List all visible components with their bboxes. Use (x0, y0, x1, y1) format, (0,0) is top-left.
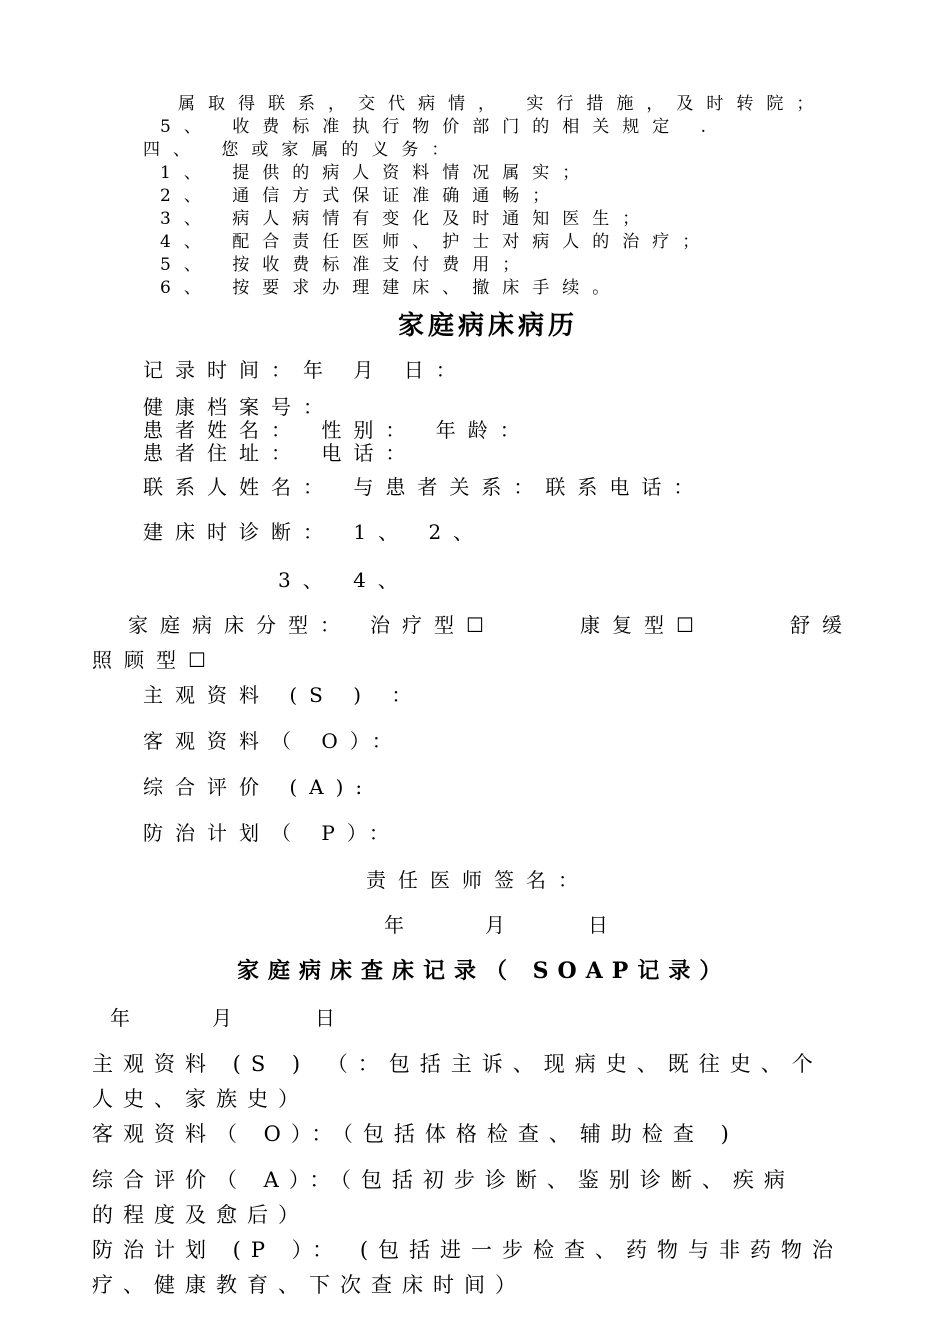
soap-subjective-line-2: 人史、家族史） (92, 1087, 309, 1111)
checkbox-icon[interactable]: ☐ (676, 613, 706, 637)
soap-assessment-line-2: 的程度及愈后） (92, 1203, 309, 1227)
soap-date-month: 月 (212, 1006, 244, 1030)
doctor-signature-label: 责任医师签名： (366, 868, 590, 892)
bed-type-rehab-option[interactable] (580, 615, 706, 635)
contact-line: 联系人姓名： 与患者关系：联系电话： (143, 475, 706, 499)
bed-type-label: 家庭病床分型： (128, 613, 352, 637)
record-date-year: 年 (384, 913, 416, 937)
checkbox-icon[interactable]: ☐ (188, 648, 218, 672)
obligation-item-2: 2、 通信方式保证准确通畅； (160, 186, 563, 206)
soap-plan-line-1: 防治计划 (P ）： (包括进一步检查、药物与非药物治 (92, 1238, 844, 1262)
obligation-item-5: 5、 按收费标准支付费用； (160, 255, 533, 275)
soap-assessment-line-1: 综合评价（ A）：（包括初步诊断、鉴别诊断、疾病 (92, 1168, 795, 1192)
patient-address-line: 患者住址： 电话： (143, 441, 418, 465)
patient-info-line: 患者姓名： 性别： 年龄： (143, 418, 532, 442)
bed-type-treatment-label: 治疗型 (370, 613, 466, 637)
obligation-item-1: 1、 提供的病人资料情况属实； (160, 163, 593, 183)
record-date-day: 日 (588, 913, 620, 937)
bed-type-rehab-label: 康复型 (580, 613, 676, 637)
record-time: 记录时间：年 月 日： (143, 358, 468, 382)
soap-date-day: 日 (315, 1006, 347, 1030)
obligations-heading: 四、 您或家属的义务： (143, 140, 462, 160)
objective-data-label: 客观资料（ O）： (143, 729, 404, 753)
bed-type-treatment-option[interactable] (370, 615, 496, 635)
soap-objective-line: 客观资料（ O）：（包括体格检查、辅助检查 ) (92, 1122, 739, 1146)
soap-title: 家庭病床查床记录（ SOAP记录） (237, 958, 731, 984)
soap-subjective-line-1: 主观资料 (S ) （：包括主诉、现病史、既往史、个 (92, 1052, 823, 1076)
assessment-label: 综合评价 (A): (143, 775, 375, 799)
intro-line-1: 属取得联系，交代病情， 实行措施，及时转院； (178, 94, 827, 114)
record-title: 家庭病床病历 (398, 311, 579, 341)
bed-type-relief-option[interactable] (92, 650, 218, 670)
diagnosis-line-1: 建床时诊断： 1、 2、 (143, 520, 486, 544)
soap-plan-line-2: 疗、健康教育、下次查床时间） (92, 1273, 526, 1297)
health-file-number: 健康档案号： (143, 395, 335, 419)
obligation-item-3: 3、 病人病情有变化及时通知医生； (160, 209, 653, 229)
subjective-data-label: 主观资料 (S ) ： (143, 683, 424, 707)
record-date-month: 月 (485, 913, 517, 937)
obligation-item-6: 6、 按要求办理建床、撤床手续。 (160, 278, 623, 298)
diagnosis-line-2: 3、 4、 (278, 568, 410, 592)
soap-date-year: 年 (110, 1006, 142, 1030)
intro-line-2: 5、 收费标准执行物价部门的相关规定 . (160, 117, 720, 137)
bed-type-relief-label-part1: 舒缓 (790, 613, 854, 637)
plan-label: 防治计划（ P）： (143, 821, 401, 845)
bed-type-relief-label-part2: 照顾型 (92, 648, 188, 672)
obligation-item-4: 4、 配合责任医师、护士对病人的治疗； (160, 232, 713, 252)
checkbox-icon[interactable]: ☐ (466, 613, 496, 637)
